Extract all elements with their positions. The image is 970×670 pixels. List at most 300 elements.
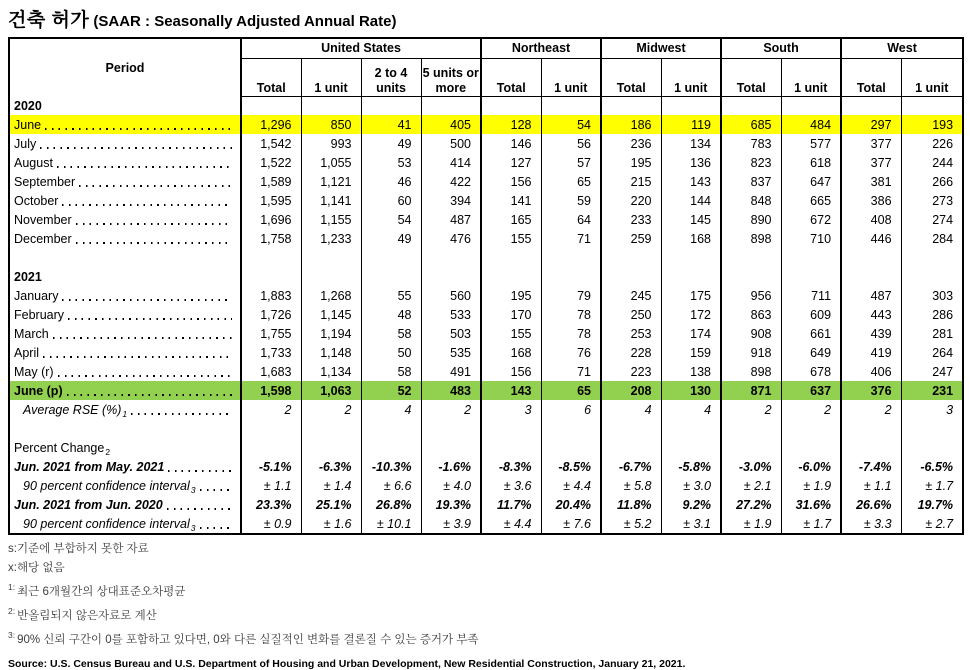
data-cell: 2 [721, 400, 781, 419]
row-label-cell [9, 286, 241, 305]
header-group-row [9, 38, 963, 58]
data-cell [241, 96, 301, 115]
data-cell: 3 [901, 400, 963, 419]
table-row [9, 495, 963, 514]
data-cell: 386 [841, 191, 901, 210]
data-cell: 577 [781, 134, 841, 153]
row-label-cell [9, 248, 241, 267]
data-cell: ± 1.4 [301, 476, 361, 495]
row-label-text: December [14, 232, 72, 246]
data-cell: 1,758 [241, 229, 301, 248]
data-cell: 50 [361, 343, 421, 362]
data-cell: 422 [421, 172, 481, 191]
data-cell: ± 5.2 [601, 514, 661, 534]
row-label-text: April [14, 346, 40, 360]
data-cell: 143 [481, 381, 541, 400]
column-header: 1 unit [541, 58, 601, 96]
data-cell: 918 [721, 343, 781, 362]
column-header: Total [721, 58, 781, 96]
row-label [10, 115, 240, 134]
data-cell: 175 [661, 286, 721, 305]
dot-leader [43, 356, 232, 358]
data-cell: 58 [361, 362, 421, 381]
data-cell: 303 [901, 286, 963, 305]
row-label-cell [9, 400, 241, 419]
data-cell: 136 [661, 153, 721, 172]
data-cell: 223 [601, 362, 661, 381]
data-cell: 78 [541, 324, 601, 343]
data-cell: 678 [781, 362, 841, 381]
data-cell: 863 [721, 305, 781, 324]
data-cell: 1,148 [301, 343, 361, 362]
data-cell: ± 1.6 [301, 514, 361, 534]
table-row [9, 305, 963, 324]
data-cell: 226 [901, 134, 963, 153]
data-cell [241, 438, 301, 457]
data-cell: 55 [361, 286, 421, 305]
table-row [9, 457, 963, 476]
data-cell: 4 [661, 400, 721, 419]
row-label-text: 2020 [14, 99, 42, 113]
data-cell: ± 4.4 [481, 514, 541, 534]
data-cell: 119 [661, 115, 721, 134]
row-label-cell [9, 210, 241, 229]
dot-leader [58, 375, 232, 377]
data-cell: 228 [601, 343, 661, 362]
footnote [8, 559, 962, 578]
dot-leader [79, 185, 232, 187]
data-cell: 783 [721, 134, 781, 153]
data-cell: ± 7.6 [541, 514, 601, 534]
group-header-west: West [841, 38, 963, 58]
table-row [9, 343, 963, 362]
data-cell: 491 [421, 362, 481, 381]
data-cell [901, 96, 963, 115]
data-cell: 297 [841, 115, 901, 134]
footnote-marker: 3: [8, 629, 16, 640]
data-cell: -10.3% [361, 457, 421, 476]
data-cell [601, 419, 661, 438]
data-cell [301, 96, 361, 115]
data-cell: 233 [601, 210, 661, 229]
data-cell: 484 [781, 115, 841, 134]
column-header: 1 unit [901, 58, 963, 96]
data-cell: ± 3.0 [661, 476, 721, 495]
row-label [10, 343, 240, 362]
year-row [9, 96, 963, 115]
row-label [10, 134, 240, 153]
data-cell [361, 267, 421, 286]
row-label-text: January [14, 289, 59, 303]
data-cell: 26.8% [361, 495, 421, 514]
row-label-text: October [14, 194, 59, 208]
data-cell [841, 96, 901, 115]
data-cell: 376 [841, 381, 901, 400]
data-cell: 11.8% [601, 495, 661, 514]
data-cell: ± 1.7 [901, 476, 963, 495]
data-cell: 649 [781, 343, 841, 362]
data-cell [841, 419, 901, 438]
data-cell: 618 [781, 153, 841, 172]
data-cell: 71 [541, 229, 601, 248]
data-cell: 195 [601, 153, 661, 172]
column-header: 5 units or more [421, 58, 481, 96]
data-cell: 1,268 [301, 286, 361, 305]
data-cell: 20.4% [541, 495, 601, 514]
data-cell: 377 [841, 134, 901, 153]
data-cell: 1,522 [241, 153, 301, 172]
data-cell: 487 [421, 210, 481, 229]
data-cell: ± 3.3 [841, 514, 901, 534]
data-cell: 2 [781, 400, 841, 419]
data-cell: 138 [661, 362, 721, 381]
data-cell [721, 438, 781, 457]
data-cell: 1,194 [301, 324, 361, 343]
footnote [8, 540, 962, 559]
dot-leader [53, 337, 232, 339]
data-cell [781, 419, 841, 438]
data-cell: 57 [541, 153, 601, 172]
table-row [9, 134, 963, 153]
data-cell: 141 [481, 191, 541, 210]
footnote-marker: 2: [8, 605, 16, 616]
data-cell: 53 [361, 153, 421, 172]
data-cell: 647 [781, 172, 841, 191]
footnote-marker: 3 [190, 485, 196, 495]
data-cell: 76 [541, 343, 601, 362]
data-cell: 1,542 [241, 134, 301, 153]
data-cell: 908 [721, 324, 781, 343]
data-cell [661, 248, 721, 267]
data-cell: 487 [841, 286, 901, 305]
building-permits-table [8, 37, 964, 535]
row-label-cell [9, 476, 241, 495]
spacer-row [9, 419, 963, 438]
data-cell: ± 2.7 [901, 514, 963, 534]
data-cell: 2 [301, 400, 361, 419]
data-cell [241, 419, 301, 438]
dot-leader [131, 413, 232, 415]
data-cell: 193 [901, 115, 963, 134]
row-label-text: August [14, 156, 53, 170]
data-cell: 890 [721, 210, 781, 229]
data-cell: 443 [841, 305, 901, 324]
data-cell: 159 [661, 343, 721, 362]
title-korean: 건축 허가 [8, 10, 90, 31]
data-cell: 143 [661, 172, 721, 191]
data-cell: 56 [541, 134, 601, 153]
data-cell [361, 438, 421, 457]
table-row [9, 210, 963, 229]
data-cell: 145 [661, 210, 721, 229]
table-row [9, 324, 963, 343]
row-label [10, 210, 240, 229]
data-cell: 49 [361, 134, 421, 153]
data-cell: -6.7% [601, 457, 661, 476]
data-cell: 535 [421, 343, 481, 362]
footnote-marker: 1 [122, 409, 128, 419]
data-cell: 71 [541, 362, 601, 381]
data-cell: 31.6% [781, 495, 841, 514]
data-cell [901, 438, 963, 457]
data-cell: -5.1% [241, 457, 301, 476]
data-cell: 993 [301, 134, 361, 153]
row-label [10, 267, 240, 286]
footnote-text: 최근 6개월간의 상대표준오차평균 [17, 585, 186, 598]
group-header-south: South [721, 38, 841, 58]
data-cell: 823 [721, 153, 781, 172]
data-cell: 244 [901, 153, 963, 172]
row-label-cell [9, 381, 241, 400]
data-cell: 127 [481, 153, 541, 172]
row-label-cell [9, 172, 241, 191]
data-cell: 533 [421, 305, 481, 324]
data-cell [241, 248, 301, 267]
data-cell: 850 [301, 115, 361, 134]
data-cell: 1,883 [241, 286, 301, 305]
table-row [9, 172, 963, 191]
table-row [9, 381, 963, 400]
title-english: (SAAR : Seasonally Adjusted Annual Rate) [89, 13, 397, 30]
data-cell: 54 [541, 115, 601, 134]
dot-leader [62, 204, 232, 206]
data-cell: 236 [601, 134, 661, 153]
data-cell [721, 267, 781, 286]
data-cell: 146 [481, 134, 541, 153]
data-cell: -3.0% [721, 457, 781, 476]
data-cell: 6 [541, 400, 601, 419]
data-cell: 155 [481, 324, 541, 343]
data-cell: 155 [481, 229, 541, 248]
data-cell [541, 96, 601, 115]
data-cell [661, 267, 721, 286]
data-cell [421, 96, 481, 115]
data-cell: 215 [601, 172, 661, 191]
data-cell: 871 [721, 381, 781, 400]
data-cell: 1,733 [241, 343, 301, 362]
data-cell [481, 267, 541, 286]
data-cell [421, 248, 481, 267]
data-cell: 956 [721, 286, 781, 305]
data-cell [781, 248, 841, 267]
data-cell: 609 [781, 305, 841, 324]
data-cell: 11.7% [481, 495, 541, 514]
table-row [9, 286, 963, 305]
data-cell: -6.3% [301, 457, 361, 476]
data-cell: 1,134 [301, 362, 361, 381]
data-cell [661, 419, 721, 438]
data-cell: 19.7% [901, 495, 963, 514]
data-cell [601, 267, 661, 286]
table-row [9, 476, 963, 495]
data-cell [841, 438, 901, 457]
data-cell: ± 1.9 [781, 476, 841, 495]
table-row [9, 229, 963, 248]
data-cell: 264 [901, 343, 963, 362]
data-cell: ± 0.9 [241, 514, 301, 534]
table-row [9, 153, 963, 172]
data-cell: ± 2.1 [721, 476, 781, 495]
data-cell: 65 [541, 381, 601, 400]
data-cell: 837 [721, 172, 781, 191]
data-cell: 406 [841, 362, 901, 381]
footnote [8, 602, 962, 626]
data-cell: 711 [781, 286, 841, 305]
data-cell: 1,598 [241, 381, 301, 400]
data-cell: 1,755 [241, 324, 301, 343]
row-label-cell [9, 134, 241, 153]
data-cell: 394 [421, 191, 481, 210]
dot-leader [200, 527, 232, 529]
data-cell: 19.3% [421, 495, 481, 514]
data-cell [781, 96, 841, 115]
footnote-text: x:해당 없음 [8, 562, 65, 574]
data-cell [661, 96, 721, 115]
row-label [10, 191, 240, 210]
table-header [9, 38, 963, 96]
data-cell: 414 [421, 153, 481, 172]
data-cell: 2 [841, 400, 901, 419]
dot-leader [67, 394, 232, 396]
period-column-header: Period [9, 38, 241, 96]
data-cell [361, 96, 421, 115]
year-row [9, 267, 963, 286]
data-cell: ± 1.7 [781, 514, 841, 534]
data-cell: ± 3.9 [421, 514, 481, 534]
dot-leader [76, 223, 232, 225]
footnote-text: s:기준에 부합하지 못한 자료 [8, 543, 149, 555]
data-cell: 49 [361, 229, 421, 248]
data-cell [781, 267, 841, 286]
footnote-text: 90% 신뢰 구간이 0를 포함하고 있다면, 0와 다른 실질적인 변화를 결론질 수 있는 증거가 부족 [17, 633, 479, 646]
data-cell: 231 [901, 381, 963, 400]
dot-leader [200, 489, 232, 491]
data-cell: 848 [721, 191, 781, 210]
data-cell: 1,726 [241, 305, 301, 324]
data-cell: ± 6.6 [361, 476, 421, 495]
column-header: Total [841, 58, 901, 96]
data-cell: 245 [601, 286, 661, 305]
data-cell: 560 [421, 286, 481, 305]
dot-leader [45, 128, 232, 130]
row-label-text: September [14, 175, 76, 189]
data-cell [781, 438, 841, 457]
row-label-cell [9, 96, 241, 115]
data-cell: 41 [361, 115, 421, 134]
table-body [9, 96, 963, 534]
footnote-marker: 1: [8, 582, 16, 592]
row-label-text: June (p) [14, 384, 63, 398]
data-cell: 60 [361, 191, 421, 210]
footnote-marker: 3 [190, 523, 196, 533]
data-cell: 64 [541, 210, 601, 229]
data-cell: 274 [901, 210, 963, 229]
data-cell: 685 [721, 115, 781, 134]
data-cell: 710 [781, 229, 841, 248]
row-label-cell [9, 324, 241, 343]
column-header: Total [601, 58, 661, 96]
table-row [9, 191, 963, 210]
group-header-united-states: United States [241, 38, 481, 58]
data-cell: 405 [421, 115, 481, 134]
row-label-text: Jun. 2021 from May. 2021 [14, 460, 165, 474]
column-header: 1 unit [781, 58, 841, 96]
row-label-text: 90 percent confidence interval [23, 479, 190, 493]
row-label [10, 457, 240, 476]
data-cell: 9.2% [661, 495, 721, 514]
footnote [8, 626, 962, 650]
row-label-cell [9, 229, 241, 248]
table-row [9, 400, 963, 419]
data-cell: 46 [361, 172, 421, 191]
data-cell: 1,595 [241, 191, 301, 210]
data-cell [901, 248, 963, 267]
data-cell: 672 [781, 210, 841, 229]
footnote [8, 578, 962, 602]
row-label [10, 381, 240, 400]
data-cell: 661 [781, 324, 841, 343]
data-cell: 898 [721, 362, 781, 381]
data-cell: 174 [661, 324, 721, 343]
row-label [10, 362, 240, 381]
data-cell: ± 3.6 [481, 476, 541, 495]
data-cell: 1,055 [301, 153, 361, 172]
row-label [10, 476, 240, 495]
table-row [9, 115, 963, 134]
row-label [10, 495, 240, 514]
row-label-text: May (r) [14, 365, 54, 379]
data-cell: 1,296 [241, 115, 301, 134]
data-cell: 156 [481, 362, 541, 381]
row-label [10, 172, 240, 191]
data-cell: 128 [481, 115, 541, 134]
data-cell: 3 [481, 400, 541, 419]
row-label [10, 153, 240, 172]
data-cell [481, 438, 541, 457]
row-label-text: November [14, 213, 72, 227]
data-cell: 1,063 [301, 381, 361, 400]
dot-leader [68, 318, 232, 320]
data-cell: ± 4.0 [421, 476, 481, 495]
data-cell: 4 [361, 400, 421, 419]
data-cell: 4 [601, 400, 661, 419]
data-cell [541, 248, 601, 267]
data-cell [301, 438, 361, 457]
data-cell: 208 [601, 381, 661, 400]
row-label-cell [9, 514, 241, 534]
dot-leader [62, 299, 232, 301]
page-title [8, 5, 962, 32]
data-cell: 1,233 [301, 229, 361, 248]
data-cell: 52 [361, 381, 421, 400]
data-cell: 170 [481, 305, 541, 324]
table-row [9, 362, 963, 381]
data-cell: 48 [361, 305, 421, 324]
footnotes [8, 540, 962, 649]
row-label-cell [9, 419, 241, 438]
data-cell: 156 [481, 172, 541, 191]
row-label-text: Percent Change [14, 441, 105, 455]
row-label-text: 2021 [14, 270, 42, 284]
data-cell: 281 [901, 324, 963, 343]
data-cell: 130 [661, 381, 721, 400]
row-label [10, 229, 240, 248]
data-cell [301, 267, 361, 286]
data-cell: 259 [601, 229, 661, 248]
data-cell [361, 248, 421, 267]
data-cell: 898 [721, 229, 781, 248]
row-label-text: Average RSE (%) [23, 403, 122, 417]
